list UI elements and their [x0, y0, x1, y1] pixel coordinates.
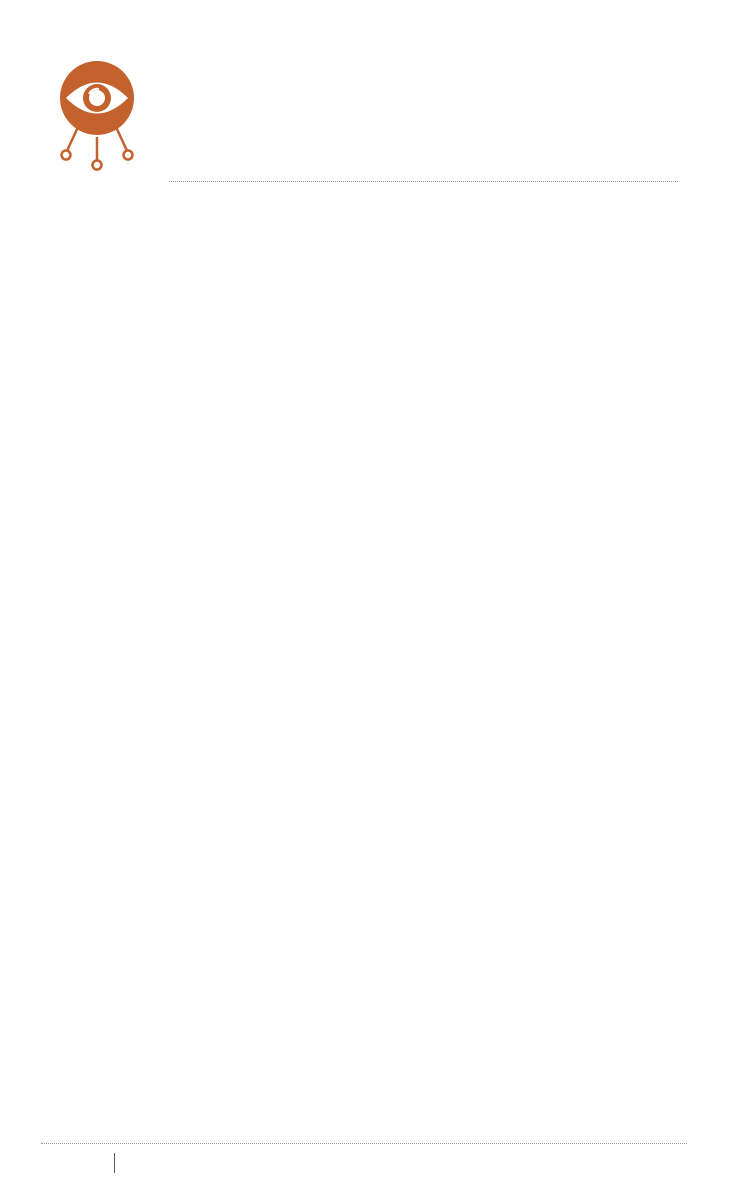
header-divider — [169, 181, 678, 182]
footer-divider — [41, 1143, 687, 1144]
footer-separator — [114, 1153, 115, 1173]
eye-logo-icon — [56, 61, 138, 173]
